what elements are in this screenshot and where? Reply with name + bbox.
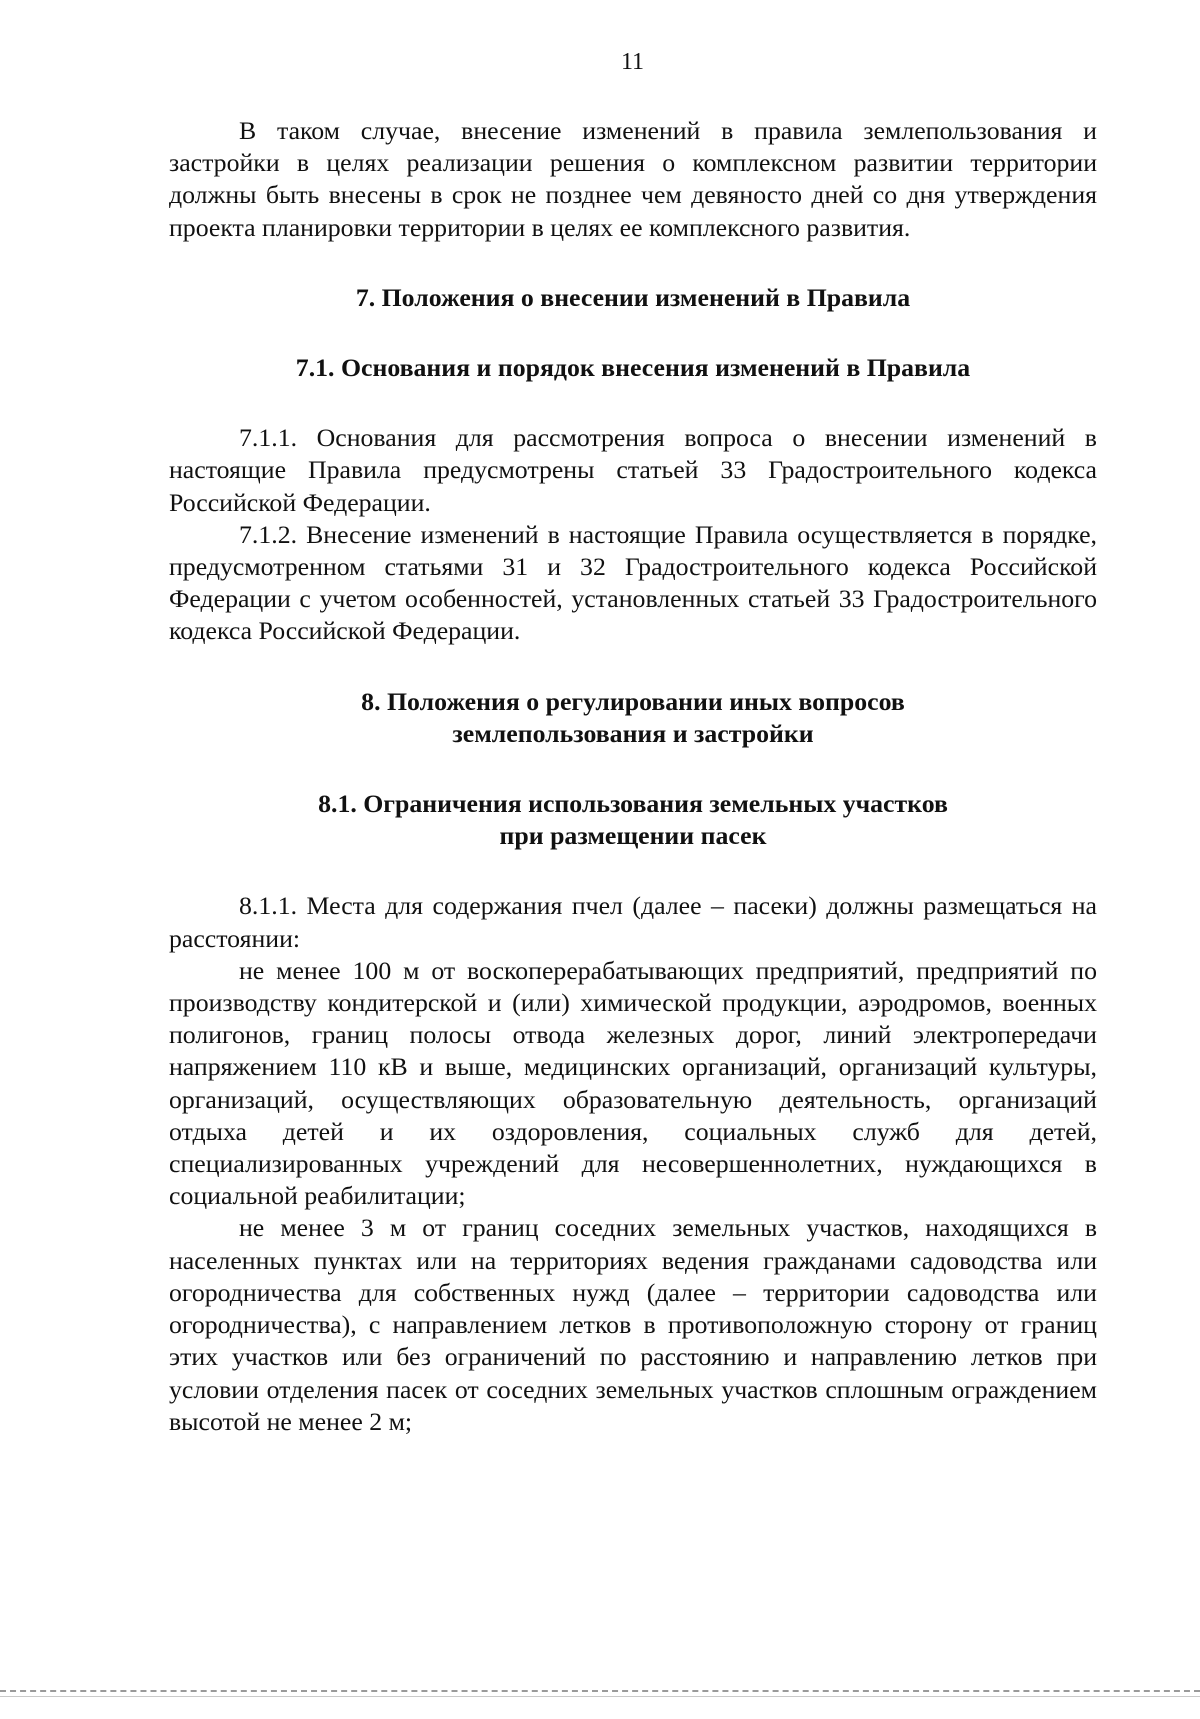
paragraph-distance-3m: не менее 3 м от границ соседних земельных участков, находящихся в населенных пунктах или на территориях ведения гражданами садоводства или огородничества для собственных нужд (далее – территории садоводства или огородничества), с направлением летков в противоположную сторону от границ этих участков или без ограничений по расстоянию и направлению летков при условии отделения пасек от соседних земельных участков сплошным ограждением высотой не менее 2 м; <box>169 1213 1097 1436</box>
paragraph-8-1-1: 8.1.1. Места для содержания пчел (далее – пасеки) должны размещаться на расстоянии: <box>169 891 1097 953</box>
scan-footer-line-secondary <box>0 1696 1200 1697</box>
section-8-1-heading <box>169 788 1097 852</box>
page-number: 11 <box>620 49 645 75</box>
section-8-1-heading-line1: 8.1. Ограничения использования земельных участков <box>318 789 948 819</box>
paragraph-7-1-1: 7.1.1. Основания для рассмотрения вопроса о внесении изменений в настоящие Правила предусмотрены статьей 33 Градостроительного кодекса Российской Федерации. <box>169 423 1097 517</box>
section-8-heading-line1: 8. Положения о регулировании иных вопросов <box>361 686 905 716</box>
document-body <box>169 115 1097 1438</box>
section-7-1-heading: 7.1. Основания и порядок внесения изменений в Правила <box>295 353 971 383</box>
scan-footer-line <box>0 1690 1200 1692</box>
section-8-heading-line2: землепользования и застройки <box>452 718 814 748</box>
section-7-heading: 7. Положения о внесении изменений в Правила <box>355 282 911 312</box>
section-8-1-heading-line2: при размещении пасек <box>499 821 767 851</box>
paragraph-intro: В таком случае, внесение изменений в правила землепользования и застройки в целях реализации решения о комплексном развитии территории должны быть внесены в срок не позднее чем девяносто дней со дня утверждения проекта планировки территории в целях ее комплексного развития. <box>169 116 1097 242</box>
paragraph-7-1-2: 7.1.2. Внесение изменений в настоящие Правила осуществляется в порядке, предусмотренном статьями 31 и 32 Градостроительного кодекса Российской Федерации с учетом особенностей, установленных статьей 33 Градостроительного кодекса Российской Федерации. <box>169 519 1097 646</box>
section-8-heading <box>169 686 1097 750</box>
paragraph-distance-100m: не менее 100 м от воскоперерабатывающих предприятий, предприятий по производству кондитерской и (или) химической продукции, аэродромов, военных полигонов, границ полосы отвода железных дорог, линий электропередачи напряжением 110 кВ и выше, медицинских организаций, организаций культуры, организаций, осуществляющих образовательную деятельность, организаций отдыха детей и их оздоровления, социальных служб для детей, специализированных учреждений для несовершеннолетних, нуждающихся в социальной реабилитации; <box>169 955 1097 1211</box>
